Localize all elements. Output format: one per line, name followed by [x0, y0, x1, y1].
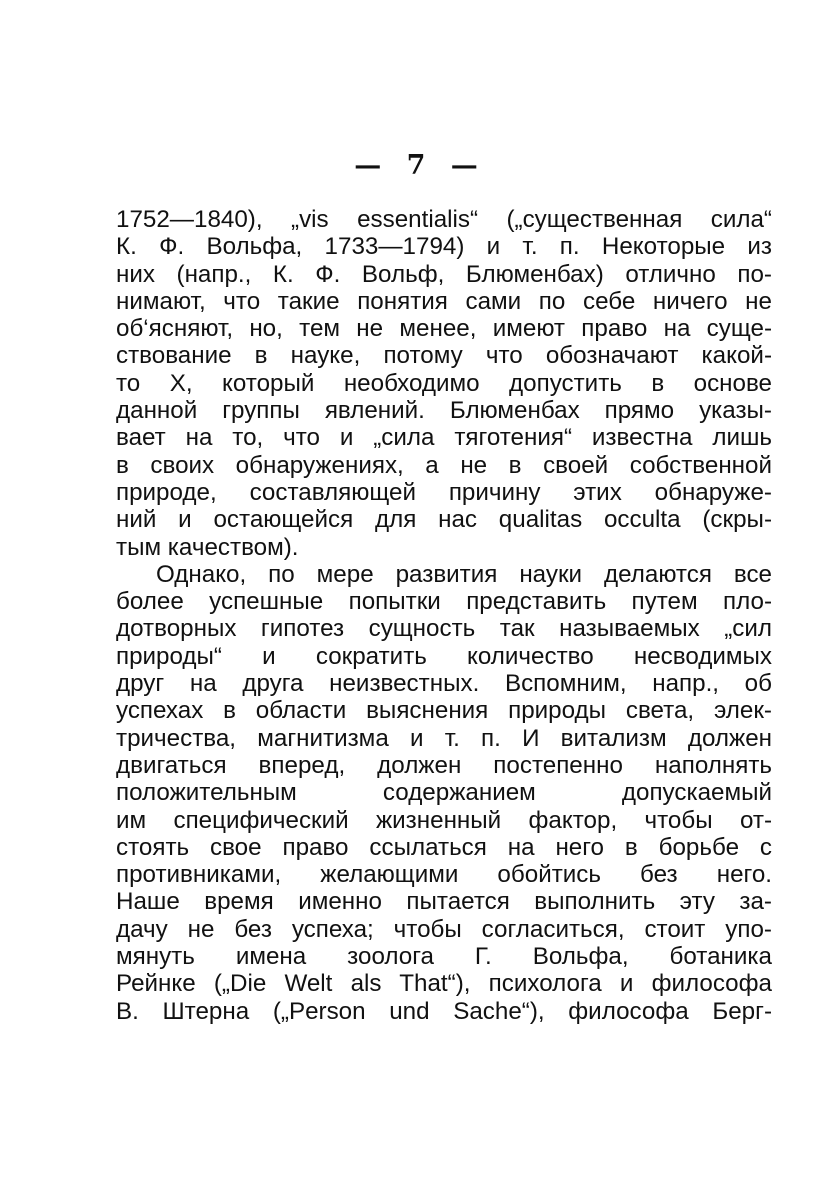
text-line: природы“ и сократить количество несводимых [116, 642, 772, 670]
text-line: Наше время именно пытается выполнить эту за- [116, 888, 772, 916]
page-number: — 7 — [354, 150, 486, 181]
text-line: тричества, магнитизма и т. п. И витализм должен [116, 724, 772, 752]
text-line: друг на друга неизвестных. Вспомним, напр., об [116, 670, 772, 698]
text-line: дотворных гипотез сущность так называемых „сил [116, 615, 772, 643]
text-line: Рейнке („Die Welt als That“), психолога и философа [116, 970, 772, 998]
text-line: тым качеством). [116, 533, 299, 561]
text-line: успехах в области выяснения природы света, элек- [116, 697, 772, 725]
text-line: более успешные попытки представить путем пло- [116, 588, 772, 616]
text-line: природе, составляющей причину этих обнаруже- [116, 478, 772, 506]
text-line: них (напр., К. Ф. Вольф, Блюменбах) отлично по- [116, 260, 772, 288]
text-line: ний и остающейся для нас qualitas occulta (скры- [116, 506, 772, 534]
body-text [116, 206, 772, 1025]
text-line: то X, который необходимо допустить в основе [116, 369, 772, 397]
text-line: нимают, что такие понятия сами по себе ничего не [116, 287, 772, 315]
text-line: стоять свое право ссылаться на него в борьбе с [116, 833, 772, 861]
text-line: 1752—1840), „vis essentialis“ („существенная сила“ [116, 206, 772, 233]
text-line: дачу не без успеха; чтобы согласиться, стоит упо- [116, 915, 772, 943]
text-line: двигаться вперед, должен постепенно наполнять [116, 751, 772, 779]
text-line: им специфический жизненный фактор, чтобы от- [116, 806, 772, 834]
paragraph-start-line: Однако, по мере развития науки делаются все [156, 560, 772, 588]
text-line: К. Ф. Вольфа, 1733—1794) и т. п. Некоторые из [116, 233, 772, 261]
text-line: мянуть имена зоолога Г. Вольфа, ботаника [116, 943, 772, 971]
text-line: В. Штерна („Person und Sache“), философа Берг- [116, 997, 772, 1025]
text-line: ствование в науке, потому что обозначают какой- [116, 342, 772, 370]
text-line: данной группы явлений. Блюменбах прямо указы- [116, 397, 772, 425]
text-line: противниками, желающими обойтись без него. [116, 861, 772, 889]
text-line: в своих обнаружениях, а не в своей собственной [116, 451, 772, 479]
text-line: вает на то, что и „сила тяготения“ известна лишь [116, 424, 772, 452]
text-line: положительным содержанием допускаемый [116, 779, 772, 807]
text-line: об‘ясняют, но, тем не менее, имеют право на суще- [116, 315, 772, 343]
